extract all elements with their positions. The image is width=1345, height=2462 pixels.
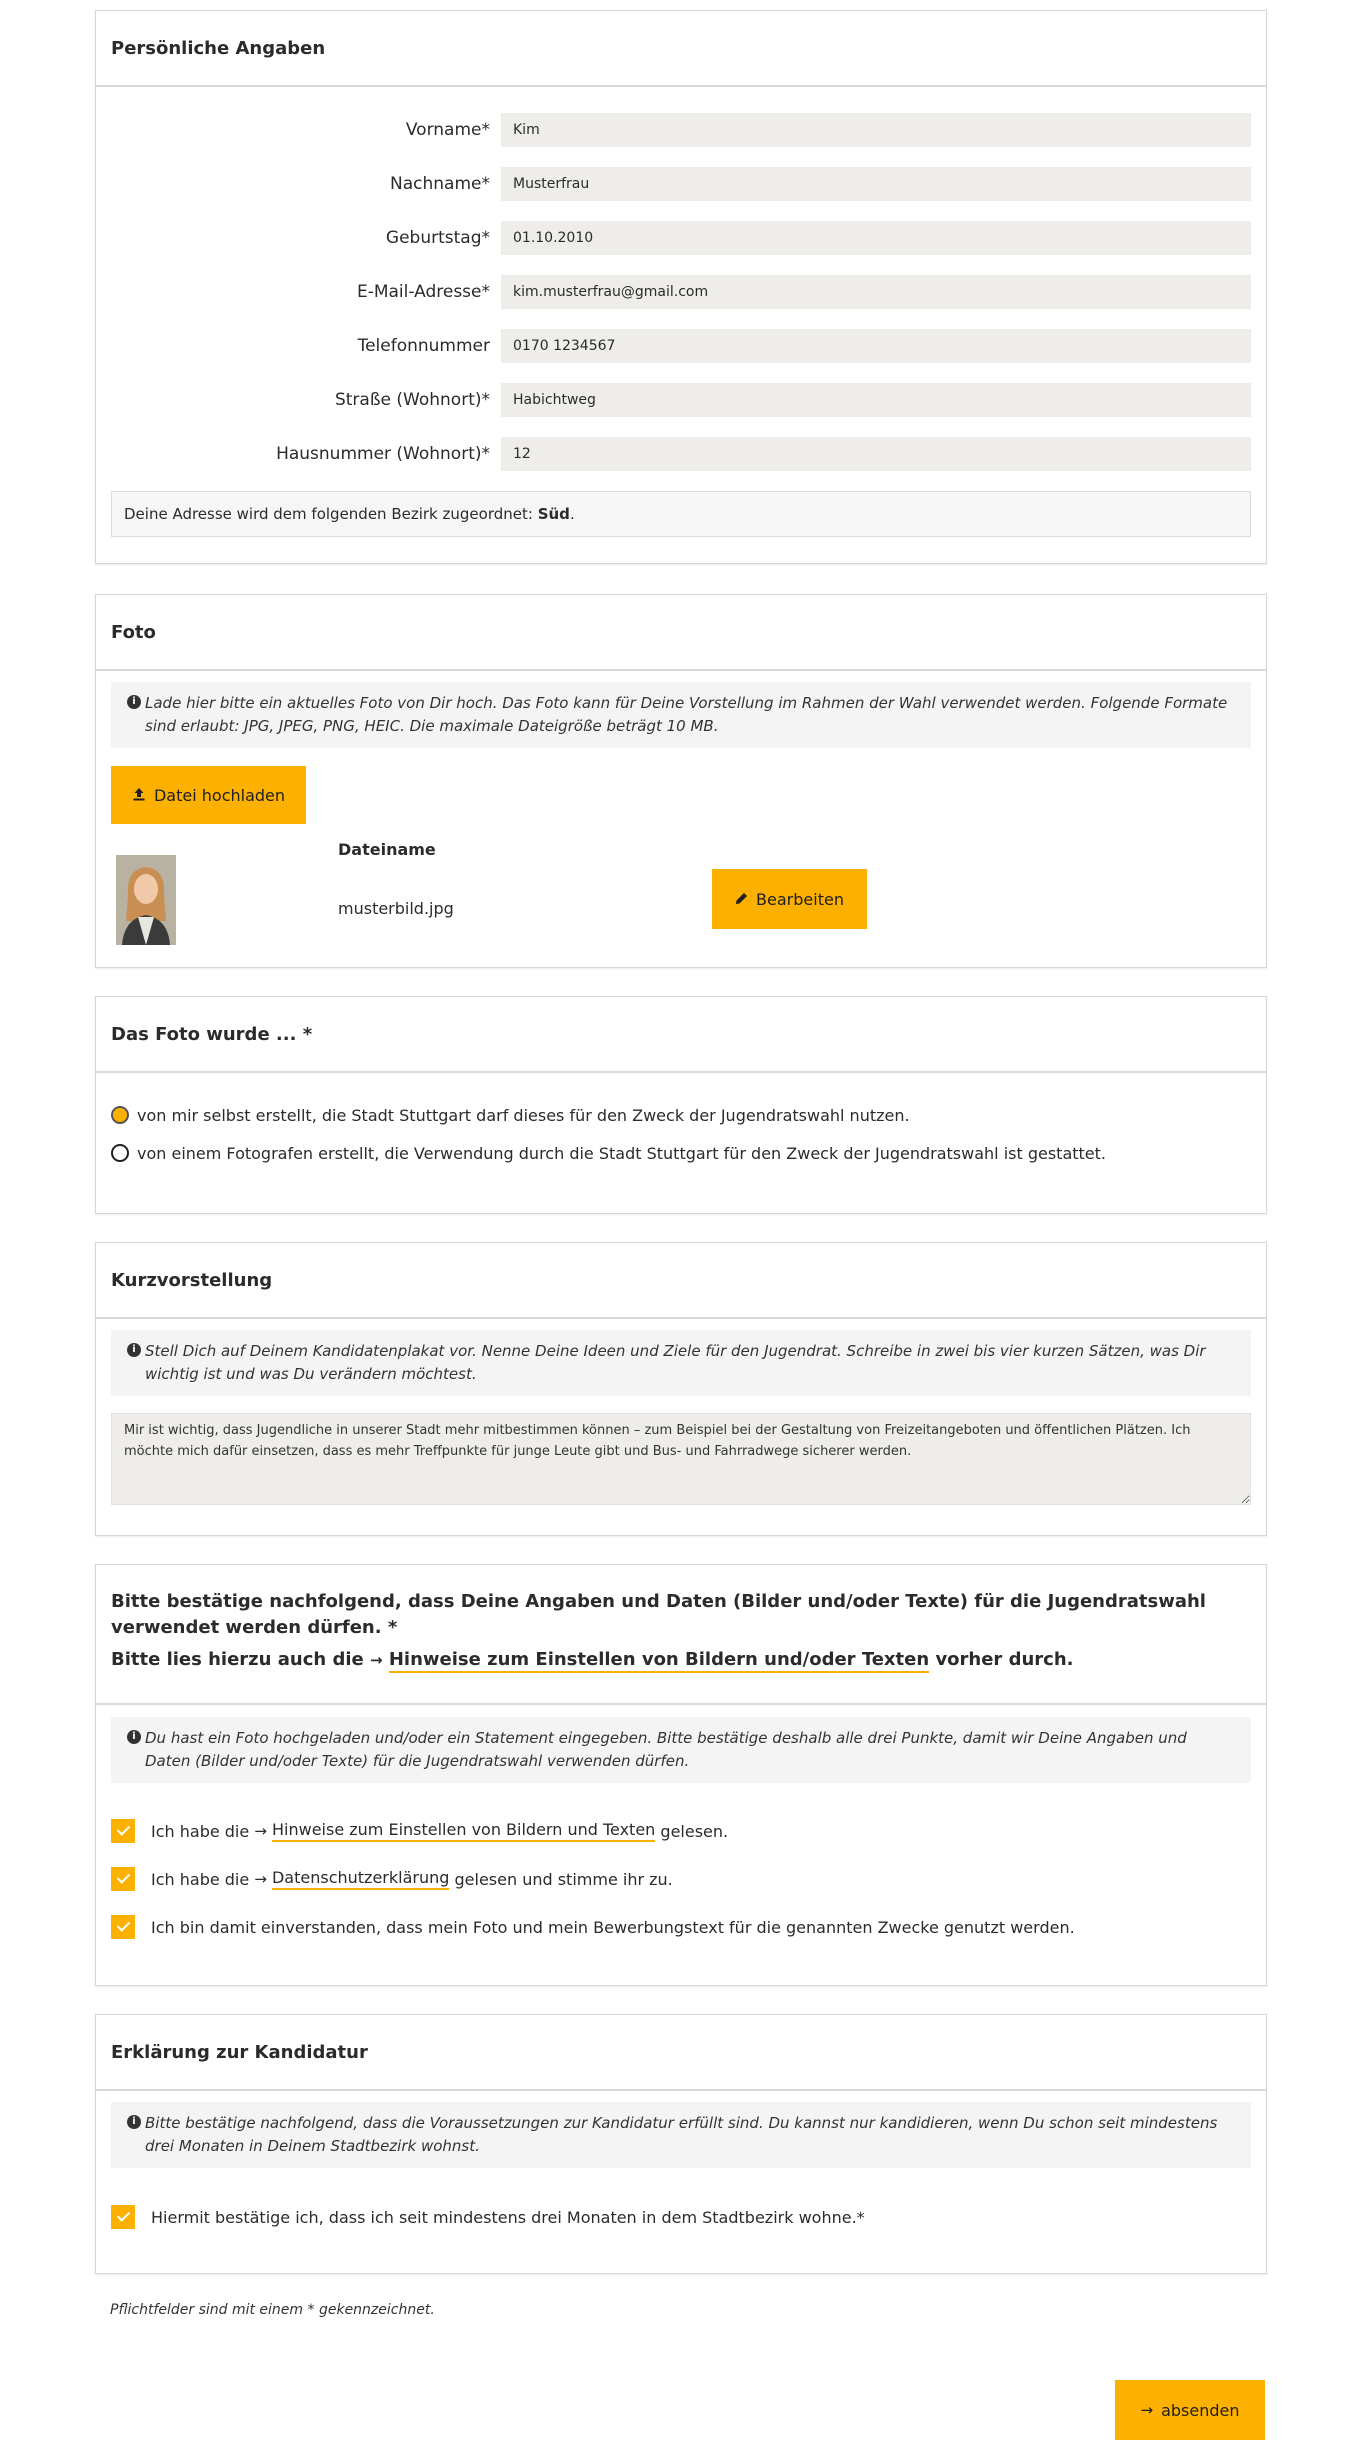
field-email (96, 275, 1266, 309)
photo-section (95, 594, 1267, 968)
field-label: Straße (Wohnort)* (334, 390, 490, 410)
info-icon: i (127, 2115, 141, 2129)
candidacy-check-label: Hiermit bestätige ich, dass ich seit mindestens drei Monaten in dem Stadtbezirk wohne.* (151, 2207, 865, 2227)
field-label: Hausnummer (Wohnort)* (276, 444, 490, 464)
checkbox-checked[interactable] (111, 1819, 135, 1843)
origin-option-photographer[interactable] (111, 1141, 1106, 1165)
radio-unselected[interactable] (111, 1144, 129, 1162)
candidacy-section (95, 2014, 1267, 2274)
arrow-right-icon: → (254, 1870, 267, 1888)
checkbox-checked[interactable] (111, 1915, 135, 1939)
edit-label: Bearbeiten (756, 889, 844, 909)
phone-input[interactable] (501, 329, 1251, 363)
arrow-right-icon: → (369, 1651, 383, 1669)
photo-origin-section (95, 996, 1267, 1214)
check-suffix: gelesen. (660, 1821, 729, 1841)
field-label: Geburtstag* (385, 228, 490, 248)
field-street (96, 383, 1266, 417)
consent-read-hint (111, 1647, 1251, 1673)
field-label: Vorname* (405, 120, 490, 140)
radio-selected[interactable] (111, 1106, 129, 1124)
district-value: Süd (537, 505, 570, 523)
filename-column-header: Dateiname (338, 840, 436, 859)
check-prefix: Ich habe die (151, 1821, 250, 1841)
consent-check-3[interactable] (111, 1914, 1075, 1940)
intro-title: Kurzvorstellung (96, 1243, 1266, 1319)
photo-thumbnail[interactable] (116, 855, 176, 945)
field-label: Nachname* (390, 174, 490, 194)
check-prefix: Ich habe die (151, 1869, 250, 1889)
district-suffix: . (569, 505, 575, 523)
photo-info (111, 682, 1251, 748)
district-info (111, 491, 1251, 537)
personal-section (95, 10, 1267, 564)
consent-check-2[interactable] (111, 1866, 673, 1892)
hinweise-bilder-texte-link[interactable]: Hinweise zum Einstellen von Bildern und Texten (272, 1820, 655, 1842)
street-input[interactable] (501, 383, 1251, 417)
filename: musterbild.jpg (338, 899, 454, 918)
personal-title: Persönliche Angaben (96, 11, 1266, 87)
field-housenumber (96, 437, 1266, 471)
consent-section (95, 1564, 1267, 1986)
consent-title: Bitte bestätige nachfolgend, dass Deine Angaben und Daten (Bilder und/oder Texte) für die Jugendratswahl verwendet werden dürfen. * (111, 1591, 1206, 1638)
email-input[interactable] (501, 275, 1251, 309)
submit-button[interactable] (1115, 2380, 1265, 2440)
arrow-right-icon: → (254, 1822, 267, 1840)
field-label: Telefonnummer (357, 336, 490, 356)
submit-label: absenden (1161, 2400, 1240, 2420)
photo-title: Foto (96, 595, 1266, 671)
arrow-right-icon: → (1140, 2401, 1154, 2419)
origin-option-self[interactable] (111, 1103, 910, 1127)
consent-header (96, 1565, 1266, 1705)
datenschutz-link[interactable]: Datenschutzerklärung (272, 1868, 449, 1890)
consent-info (111, 1717, 1251, 1783)
district-text: Deine Adresse wird dem folgenden Bezirk zugeordnet: (124, 505, 533, 523)
checkbox-checked[interactable] (111, 1867, 135, 1891)
consent-check-1[interactable] (111, 1818, 728, 1844)
hinweise-link[interactable]: Hinweise zum Einstellen von Bildern und/oder Texten (389, 1649, 929, 1673)
field-label: E-Mail-Adresse* (356, 282, 490, 302)
info-icon: i (127, 1730, 141, 1744)
field-lastname (96, 167, 1266, 201)
intro-textarea[interactable] (111, 1413, 1251, 1505)
candidacy-info-text: Bitte bestätige nachfolgend, dass die Voraussetzungen zur Kandidatur erfüllt sind. Du kannst nur kandidieren, wenn Du schon seit mindestens drei Monaten in Deinem Stadtbezirk wohnst. (145, 2114, 1218, 2155)
firstname-input[interactable] (501, 113, 1251, 147)
candidacy-title: Erklärung zur Kandidatur (96, 2015, 1266, 2091)
required-note: Pflichtfelder sind mit einem * gekennzeichnet. (110, 2302, 435, 2318)
photo-origin-title: Das Foto wurde ... * (96, 997, 1266, 1073)
check-label: Ich bin damit einverstanden, dass mein Foto und mein Bewerbungstext für die genannten Zwecke genutzt werden. (151, 1917, 1075, 1937)
lastname-input[interactable] (501, 167, 1251, 201)
upload-label: Datei hochladen (153, 785, 286, 805)
birthday-input[interactable] (501, 221, 1251, 255)
housenumber-input[interactable] (501, 437, 1251, 471)
consent-info-text: Du hast ein Foto hochgeladen und/oder ein Statement eingegeben. Bitte bestätige deshalb alle drei Punkte, damit wir Deine Angaben und Daten (Bilder und/oder Texte) für die Jugendratswahl verwenden dürfen. (145, 1729, 1187, 1770)
origin-option-label: von einem Fotografen erstellt, die Verwendung durch die Stadt Stuttgart für den Zweck der Jugendratswahl ist gestattet. (137, 1143, 1106, 1163)
upload-icon (132, 786, 146, 805)
read-suffix: vorher durch. (935, 1649, 1074, 1670)
info-icon: i (127, 695, 141, 709)
edit-button[interactable] (712, 869, 867, 929)
checkbox-checked[interactable] (111, 2205, 135, 2229)
intro-section (95, 1242, 1267, 1536)
candidacy-check[interactable] (111, 2204, 865, 2230)
pencil-icon (735, 890, 748, 909)
origin-option-label: von mir selbst erstellt, die Stadt Stuttgart darf dieses für den Zweck der Jugendratswahl nutzen. (137, 1105, 910, 1125)
candidacy-info (111, 2102, 1251, 2168)
field-phone (96, 329, 1266, 363)
info-icon: i (127, 1343, 141, 1357)
upload-button[interactable] (111, 766, 306, 824)
photo-info-text: Lade hier bitte ein aktuelles Foto von Dir hoch. Das Foto kann für Deine Vorstellung im Rahmen der Wahl verwendet werden. Folgende Formate sind erlaubt: JPG, JPEG, PNG, HEIC. Die maximale Dateigröße beträgt 10 MB. (145, 694, 1228, 735)
read-prefix: Bitte lies hierzu auch die (111, 1649, 364, 1670)
field-firstname (96, 113, 1266, 147)
field-birthday (96, 221, 1266, 255)
intro-info-text: Stell Dich auf Deinem Kandidatenplakat vor. Nenne Deine Ideen und Ziele für den Jugendrat. Schreibe in zwei bis vier kurzen Sätzen, was Dir wichtig ist und was Du verändern möchtest. (145, 1342, 1206, 1383)
intro-info (111, 1330, 1251, 1396)
check-suffix: gelesen und stimme ihr zu. (454, 1869, 673, 1889)
